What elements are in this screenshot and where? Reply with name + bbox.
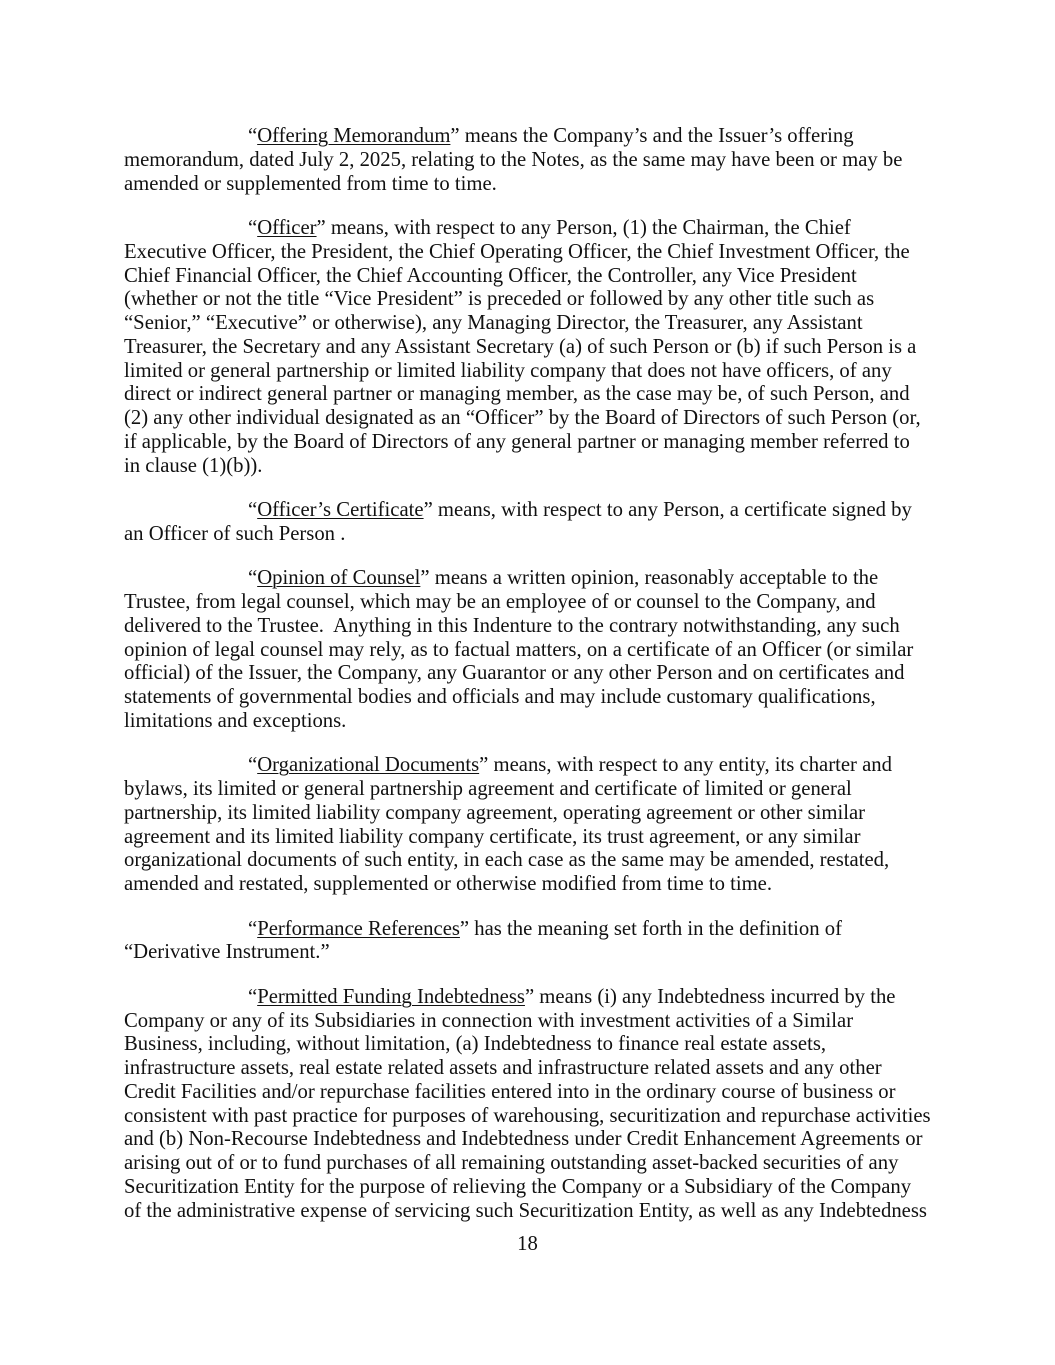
paragraph-line: arising out of or to fund purchases of all remaining outstanding asset-backed securities of any	[124, 1152, 899, 1174]
definition-paragraph	[124, 754, 931, 897]
paragraph-first-line	[124, 754, 931, 778]
open-quote: “	[248, 917, 258, 940]
definition-paragraph	[124, 986, 931, 1224]
definition-lead-text: ” means, with respect to any entity, its charter and	[479, 754, 892, 777]
paragraph-first-line	[124, 918, 931, 942]
paragraph-line: delivered to the Trustee. Anything in this Indenture to the contrary notwithstanding, any such	[124, 614, 900, 637]
page-number: 18	[517, 1233, 538, 1255]
paragraph-line: agreement and its limited liability company certificate, its trust agreement, or any similar	[124, 825, 861, 848]
paragraph-line: Credit Facilities and/or repurchase facilities entered into in the ordinary course of business or	[124, 1080, 896, 1103]
paragraph-line: Business, including, without limitation, (a) Indebtedness to finance real estate assets,	[124, 1033, 827, 1056]
defined-term: Offering Memorandum	[257, 125, 451, 147]
paragraph-first-line	[124, 567, 931, 591]
definition-lead-text: ” means, with respect to any Person, a certificate signed by	[423, 499, 912, 521]
paragraph-line: and (b) Non-Recourse Indebtedness and Indebtedness under Credit Enhancement Agreements or	[124, 1128, 923, 1151]
paragraph-line: “Derivative Instrument.”	[124, 941, 330, 964]
paragraph-line: opinion of legal counsel may rely, as to factual matters, on a certificate of an Officer (or similar	[124, 638, 914, 661]
definition-paragraph	[124, 499, 931, 547]
defined-term: Officer	[257, 217, 317, 239]
defined-term: Opinion of Counsel	[257, 567, 421, 590]
paragraph-line: amended and restated, supplemented or otherwise modified from time to time.	[124, 873, 773, 895]
paragraph-line: limitations and exceptions.	[124, 709, 347, 732]
paragraph-line: Executive Officer, the President, the Chief Operating Officer, the Chief Investment Officer, the	[124, 240, 910, 263]
paragraph-line: an Officer of such Person .	[124, 522, 346, 545]
definition-lead-text: ” means (i) any Indebtedness incurred by the	[524, 985, 896, 1008]
paragraph-line: official) of the Issuer, the Company, any Guarantor or any other Person and on certificates and	[124, 662, 905, 685]
paragraph-line: Company or any of its Subsidiaries in connection with investment activities of a Similar	[124, 1009, 854, 1032]
defined-term: Organizational Documents	[257, 754, 480, 777]
paragraph-line: memorandum, dated July 2, 2025, relating to the Notes, as the same may have been or may be	[124, 148, 903, 171]
open-quote: “	[248, 985, 258, 1008]
paragraph-line: (2) any other individual designated as an “Officer” by the Board of Directors of such Person (or,	[124, 407, 921, 429]
paragraph-line: Securitization Entity for the purpose of relieving the Company or a Subsidiary of the Company	[124, 1175, 912, 1198]
definition-paragraph	[124, 918, 931, 966]
defined-term: Performance References	[257, 917, 460, 940]
defined-term: Permitted Funding Indebtedness	[257, 985, 525, 1008]
paragraph-line: of the administrative expense of servicing such Securitization Entity, as well as any Indebtedness	[124, 1199, 927, 1222]
defined-term: Officer’s Certificate	[257, 499, 424, 521]
definition-paragraph	[124, 217, 931, 478]
paragraph-line: in clause (1)(b)).	[124, 454, 263, 477]
paragraph-line: “Senior,” “Executive” or otherwise), any Managing Director, the Treasurer, any Assistant	[124, 312, 863, 334]
paragraph-first-line	[124, 499, 931, 523]
definition-lead-text: ” means the Company’s and the Issuer’s offering	[450, 125, 854, 147]
paragraph-line: infrastructure assets, real estate related assets and infrastructure related assets and any other	[124, 1057, 882, 1079]
paragraph-line: partnership, its limited liability company agreement, operating agreement or other similar	[124, 801, 866, 824]
definition-lead-text: ” means, with respect to any Person, (1) the Chairman, the Chief	[316, 217, 851, 239]
paragraph-first-line	[124, 986, 931, 1010]
definition-lead-text: ” means a written opinion, reasonably acceptable to the	[420, 567, 879, 590]
paragraph-line: (whether or not the title “Vice President” is preceded or followed by any other title such as	[124, 288, 875, 311]
paragraph-line: statements of governmental bodies and officials and may include customary qualifications,	[124, 686, 876, 708]
paragraph-line: bylaws, its limited or general partnership agreement and certificate of limited or general	[124, 778, 852, 800]
paragraph-line: Chief Financial Officer, the Chief Accounting Officer, the Controller, any Vice President	[124, 264, 857, 287]
open-quote: “	[248, 754, 258, 777]
definition-lead-text: ” has the meaning set forth in the definition of	[459, 917, 842, 940]
paragraph-line: Trustee, from legal counsel, which may be an employee of or counsel to the Company, and	[124, 591, 876, 613]
paragraph-line: organizational documents of such entity, in each case as the same may be amended, restated,	[124, 849, 890, 872]
paragraph-line: direct or indirect general partner or managing member, as the case may be, of such Person, and	[124, 383, 910, 406]
paragraph-first-line	[124, 217, 931, 241]
open-quote: “	[248, 499, 258, 521]
paragraph-first-line	[124, 125, 931, 149]
paragraph-line: Treasurer, the Secretary and any Assistant Secretary (a) of such Person or (b) if such Person is a	[124, 335, 917, 358]
paragraph-line: consistent with past practice for purposes of warehousing, securitization and repurchase activities	[124, 1104, 931, 1127]
open-quote: “	[248, 217, 258, 239]
paragraph-line: if applicable, by the Board of Directors of any general partner or managing member referred to	[124, 430, 910, 453]
open-quote: “	[248, 567, 258, 590]
paragraph-line: limited or general partnership or limited liability company that does not have officers, of any	[124, 359, 892, 382]
paragraph-line: amended or supplemented from time to time.	[124, 172, 497, 195]
document-body	[124, 125, 931, 1244]
definition-paragraph	[124, 125, 931, 196]
open-quote: “	[248, 125, 258, 147]
definition-paragraph	[124, 567, 931, 733]
